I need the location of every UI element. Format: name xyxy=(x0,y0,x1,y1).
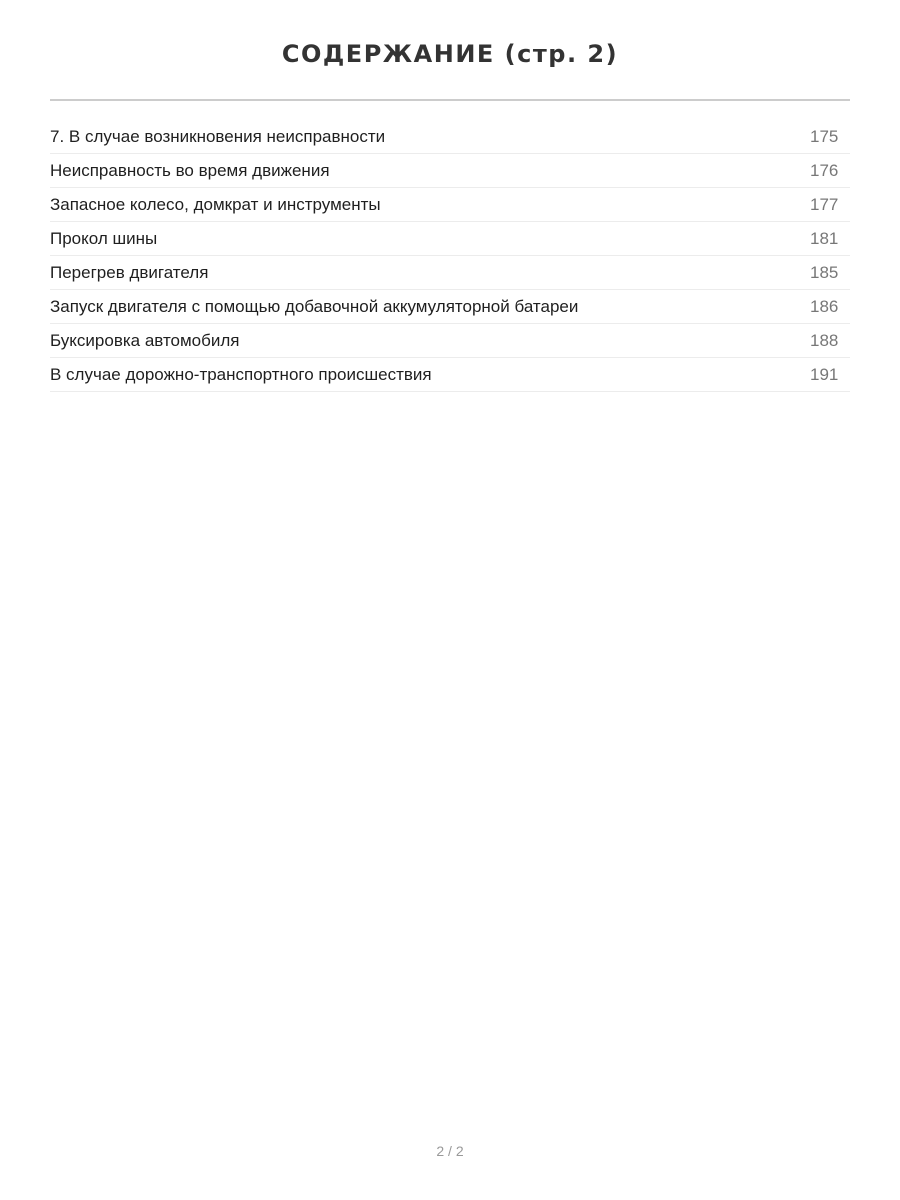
toc-entry[interactable] xyxy=(50,154,850,188)
page-title: СОДЕРЖАНИЕ (стр. 2) xyxy=(281,40,619,68)
toc-entry[interactable] xyxy=(50,222,850,256)
toc-entry-label: Неисправность во время движения xyxy=(50,160,330,180)
toc-entry-page: 185 xyxy=(810,262,839,282)
toc-entry-label: Запуск двигателя с помощью добавочной аккумуляторной батареи xyxy=(50,296,579,316)
toc-entry[interactable] xyxy=(50,256,850,290)
toc-entry[interactable] xyxy=(50,324,850,358)
toc-entry-page: 177 xyxy=(810,194,839,214)
toc-entry-page: 188 xyxy=(810,330,839,350)
toc-entry-page: 191 xyxy=(810,364,839,384)
toc-entry-label: 7. В случае возникновения неисправности xyxy=(50,126,386,146)
toc-entry[interactable] xyxy=(50,358,850,392)
toc-entry-page: 181 xyxy=(810,228,839,248)
toc-entry-label: В случае дорожно-транспортного происшествия xyxy=(50,364,432,384)
toc-entry-label: Буксировка автомобиля xyxy=(50,330,240,350)
toc-entry-page: 186 xyxy=(810,296,839,316)
toc-entry-label: Перегрев двигателя xyxy=(50,262,209,282)
toc-entry[interactable] xyxy=(50,188,850,222)
page-number: 2 / 2 xyxy=(436,1143,464,1159)
toc-entry[interactable] xyxy=(50,120,850,154)
toc-entry-page: 175 xyxy=(810,126,839,146)
toc-entry[interactable] xyxy=(50,290,850,324)
toc-entry-label: Запасное колесо, домкрат и инструменты xyxy=(50,194,381,214)
table-of-contents xyxy=(50,120,850,392)
title-divider xyxy=(50,99,850,101)
toc-entry-label: Прокол шины xyxy=(50,228,158,248)
toc-entry-page: 176 xyxy=(810,160,839,180)
